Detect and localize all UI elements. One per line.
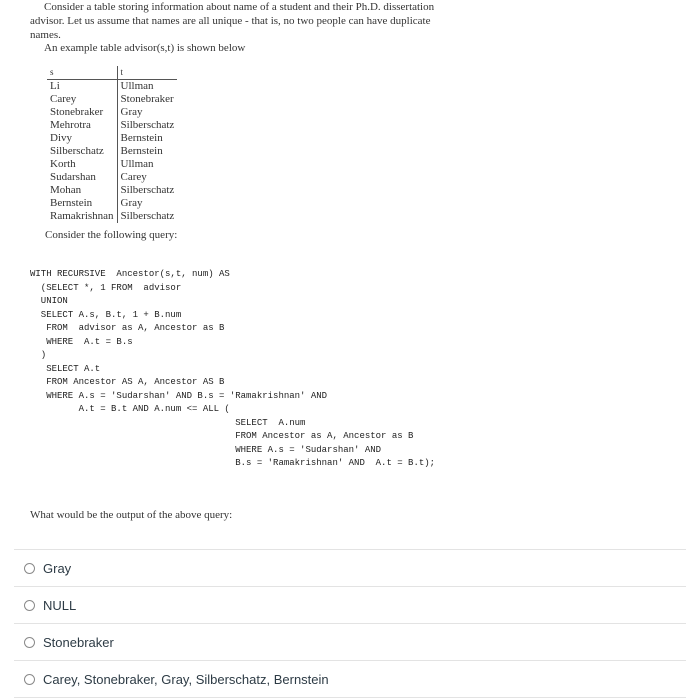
question-text: What would be the output of the above query: [30, 509, 233, 521]
cell-s: Korth [50, 158, 76, 170]
code-line: B.s = 'Ramakrishnan' AND A.t = B.t); [30, 458, 436, 468]
code-line: WITH RECURSIVE Ancestor(s,t, num) AS [30, 269, 230, 279]
radio-button[interactable] [24, 674, 35, 685]
table-row [47, 145, 177, 158]
intro-line-2: advisor. Let us assume that names are all unique - that is, no two people can have duplicate [30, 15, 431, 27]
cell-t: Gray [117, 106, 177, 119]
radio-button[interactable] [24, 563, 35, 574]
problem-intro [30, 0, 510, 42]
code-line: WHERE A.s = 'Sudarshan' AND B.s = 'Ramakrishnan' AND [30, 390, 328, 401]
cell-s: Li [50, 80, 60, 92]
table-row [47, 171, 177, 184]
cell-t: Stonebraker [117, 93, 177, 106]
example-caption: An example table advisor(s,t) is shown below [44, 42, 246, 54]
cell-s: Bernstein [50, 197, 93, 209]
code-line: WHERE A.t = B.s [30, 336, 133, 347]
code-line: A.t = B.t AND A.num <= ALL ( [30, 404, 230, 414]
table-row [47, 184, 177, 197]
cell-t: Ullman [117, 80, 177, 94]
cell-t: Silberschatz [117, 119, 177, 132]
table-row [47, 80, 177, 94]
table-header-row [47, 66, 177, 80]
cell-t: Bernstein [117, 132, 177, 145]
code-line: FROM Ancestor AS A, Ancestor AS B [30, 377, 225, 387]
column-header-s: s [47, 66, 117, 80]
sql-query-block [30, 268, 435, 471]
cell-s: Divy [50, 132, 72, 144]
answer-option[interactable] [14, 660, 686, 698]
code-line: WHERE A.s = 'Sudarshan' AND [30, 444, 382, 455]
table-row [47, 158, 177, 171]
intro-line-3: names. [30, 29, 61, 41]
advisor-table [47, 66, 177, 223]
cell-s: Sudarshan [50, 171, 96, 183]
cell-t: Ullman [117, 158, 177, 171]
code-line: SELECT A.t [30, 363, 101, 374]
code-line: SELECT A.num [30, 417, 306, 428]
cell-s: Mohan [50, 184, 82, 196]
radio-button[interactable] [24, 637, 35, 648]
answer-option-label: NULL [43, 597, 77, 613]
cell-s: Carey [50, 93, 77, 105]
cell-t: Gray [117, 197, 177, 210]
table-row [47, 119, 177, 132]
answer-option-label: Gray [43, 560, 72, 576]
code-line: SELECT A.s, B.t, 1 + B.num [30, 309, 182, 320]
table-row [47, 197, 177, 210]
code-line: (SELECT *, 1 FROM advisor [30, 282, 182, 293]
answer-option[interactable] [14, 586, 686, 623]
cell-s: Ramakrishnan [50, 210, 114, 222]
answer-option-label: Carey, Stonebraker, Gray, Silberschatz, Bernstein [43, 671, 329, 687]
radio-button[interactable] [24, 600, 35, 611]
cell-s: Silberschatz [50, 145, 104, 157]
cell-t: Bernstein [117, 145, 177, 158]
cell-t: Silberschatz [117, 210, 177, 223]
column-header-t: t [117, 66, 177, 80]
query-intro: Consider the following query: [45, 229, 178, 241]
answer-option[interactable] [14, 549, 686, 586]
intro-line-1: Consider a table storing information about name of a student and their Ph.D. dissertation [44, 1, 435, 13]
cell-t: Carey [117, 171, 177, 184]
code-line: UNION [30, 296, 68, 306]
answer-option[interactable] [14, 623, 686, 660]
table-row [47, 93, 177, 106]
cell-t: Silberschatz [117, 184, 177, 197]
code-line: FROM Ancestor as A, Ancestor as B [30, 431, 414, 441]
code-line: FROM advisor as A, Ancestor as B [30, 323, 225, 333]
answer-options [14, 549, 686, 698]
cell-s: Mehrotra [50, 119, 91, 131]
table-row [47, 106, 177, 119]
code-line: ) [30, 350, 47, 360]
answer-option-label: Stonebraker [43, 634, 114, 650]
table-row [47, 210, 177, 223]
table-row [47, 132, 177, 145]
cell-s: Stonebraker [50, 106, 104, 118]
